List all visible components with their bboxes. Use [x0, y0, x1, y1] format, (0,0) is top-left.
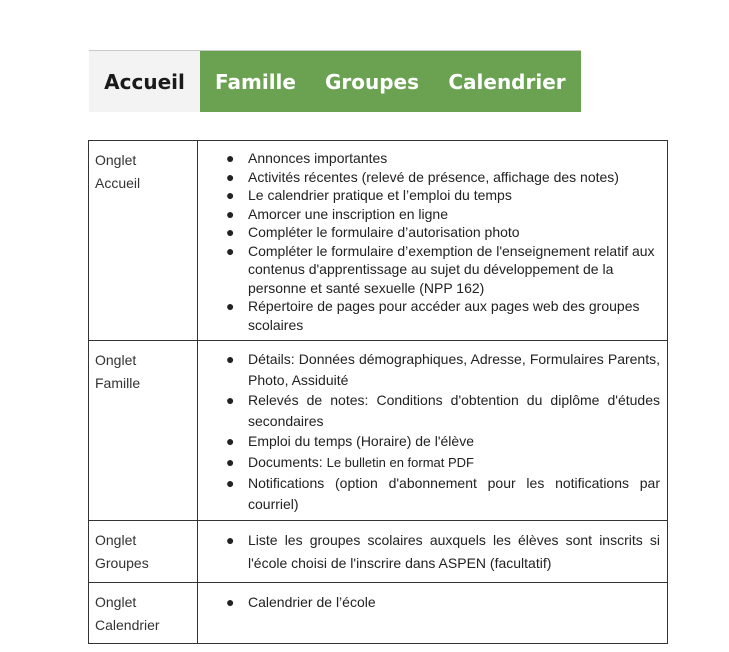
row-label-line2: Accueil — [95, 175, 141, 191]
bullet-icon: ● — [226, 187, 235, 203]
row-label-line1: Onglet — [95, 352, 137, 368]
list-item: ● Relevés de notes: Conditions d'obtention du diplôme d'études secondaires — [226, 392, 660, 429]
feature-list — [226, 591, 660, 614]
bullet-icon: ● — [226, 168, 235, 185]
row-label-line2: Famille — [95, 375, 141, 391]
bullet-icon: ● — [226, 150, 235, 166]
list-item: ● Compléter le formulaire d’autorisation photo — [226, 224, 520, 240]
bullet-icon: ● — [226, 242, 235, 259]
bullet-icon: ● — [226, 453, 235, 470]
list-item: ● Calendrier de l’école — [226, 591, 660, 614]
list-item: ● Le calendrier pratique et l’emploi du temps — [226, 187, 512, 203]
list-item: ● Activités récentes (relevé de présence, affichage des notes) — [226, 168, 619, 185]
list-item: ● Emploi du temps (Horaire) de l'élève — [226, 431, 660, 452]
tab-groupes[interactable]: Groupes — [311, 51, 433, 112]
row-content — [198, 583, 668, 644]
feature-list — [226, 529, 660, 575]
bullet-icon: ● — [226, 298, 235, 314]
feature-list — [226, 349, 660, 514]
row-content — [198, 521, 668, 583]
list-item: ● Compléter le formulaire d’exemption de l'enseignement relatif aux contenus d'apprentissage au sujet du développement de la personne et santé sexuelle (NPP 162) — [226, 242, 655, 296]
row-label — [89, 141, 198, 341]
row-content — [198, 141, 668, 341]
tab-accueil[interactable]: Accueil — [89, 51, 200, 112]
row-label-line1: Onglet — [95, 594, 137, 610]
row-label-line1: Onglet — [95, 152, 137, 168]
list-item: ● Documents: Le bulletin en format PDF — [226, 452, 660, 474]
list-item: ● Répertoire de pages pour accéder aux pages web des groupes scolaires — [226, 298, 640, 333]
bullet-icon: ● — [226, 594, 235, 610]
bullet-icon: ● — [226, 351, 235, 367]
table-row-groupes — [89, 521, 668, 583]
list-item: ● Liste les groupes scolaires auxquels les élèves sont inscrits si l'école choisi de l'inscrire dans ASPEN (facultatif) — [226, 529, 660, 575]
table-row-accueil — [89, 141, 668, 341]
list-item: ● Détails: Données démographiques, Adresse, Formulaires Parents, Photo, Assiduité — [226, 351, 660, 388]
row-label — [89, 583, 198, 644]
bullet-icon: ● — [226, 475, 235, 491]
table-row-calendrier — [89, 583, 668, 644]
table-row-famille — [89, 341, 668, 521]
feature-list — [226, 149, 660, 334]
bullet-icon: ● — [226, 205, 235, 222]
row-label-line2: Calendrier — [95, 617, 160, 633]
tabs-description-table — [88, 140, 668, 644]
tab-famille[interactable]: Famille — [200, 51, 311, 112]
row-content — [198, 341, 668, 521]
row-label — [89, 341, 198, 521]
bullet-icon: ● — [226, 433, 235, 449]
bullet-icon: ● — [226, 224, 235, 240]
row-label-line2: Groupes — [95, 555, 149, 571]
list-item: ● Notifications (option d'abonnement pour les notifications par courriel) — [226, 475, 660, 512]
list-item: ● Amorcer une inscription en ligne — [226, 205, 448, 222]
bullet-icon: ● — [226, 532, 235, 548]
row-label-line1: Onglet — [95, 532, 137, 548]
tab-calendrier[interactable]: Calendrier — [433, 51, 581, 112]
tab-bar — [89, 50, 581, 112]
bullet-icon: ● — [226, 392, 235, 408]
row-label — [89, 521, 198, 583]
list-item: ● Annonces importantes — [226, 150, 388, 166]
